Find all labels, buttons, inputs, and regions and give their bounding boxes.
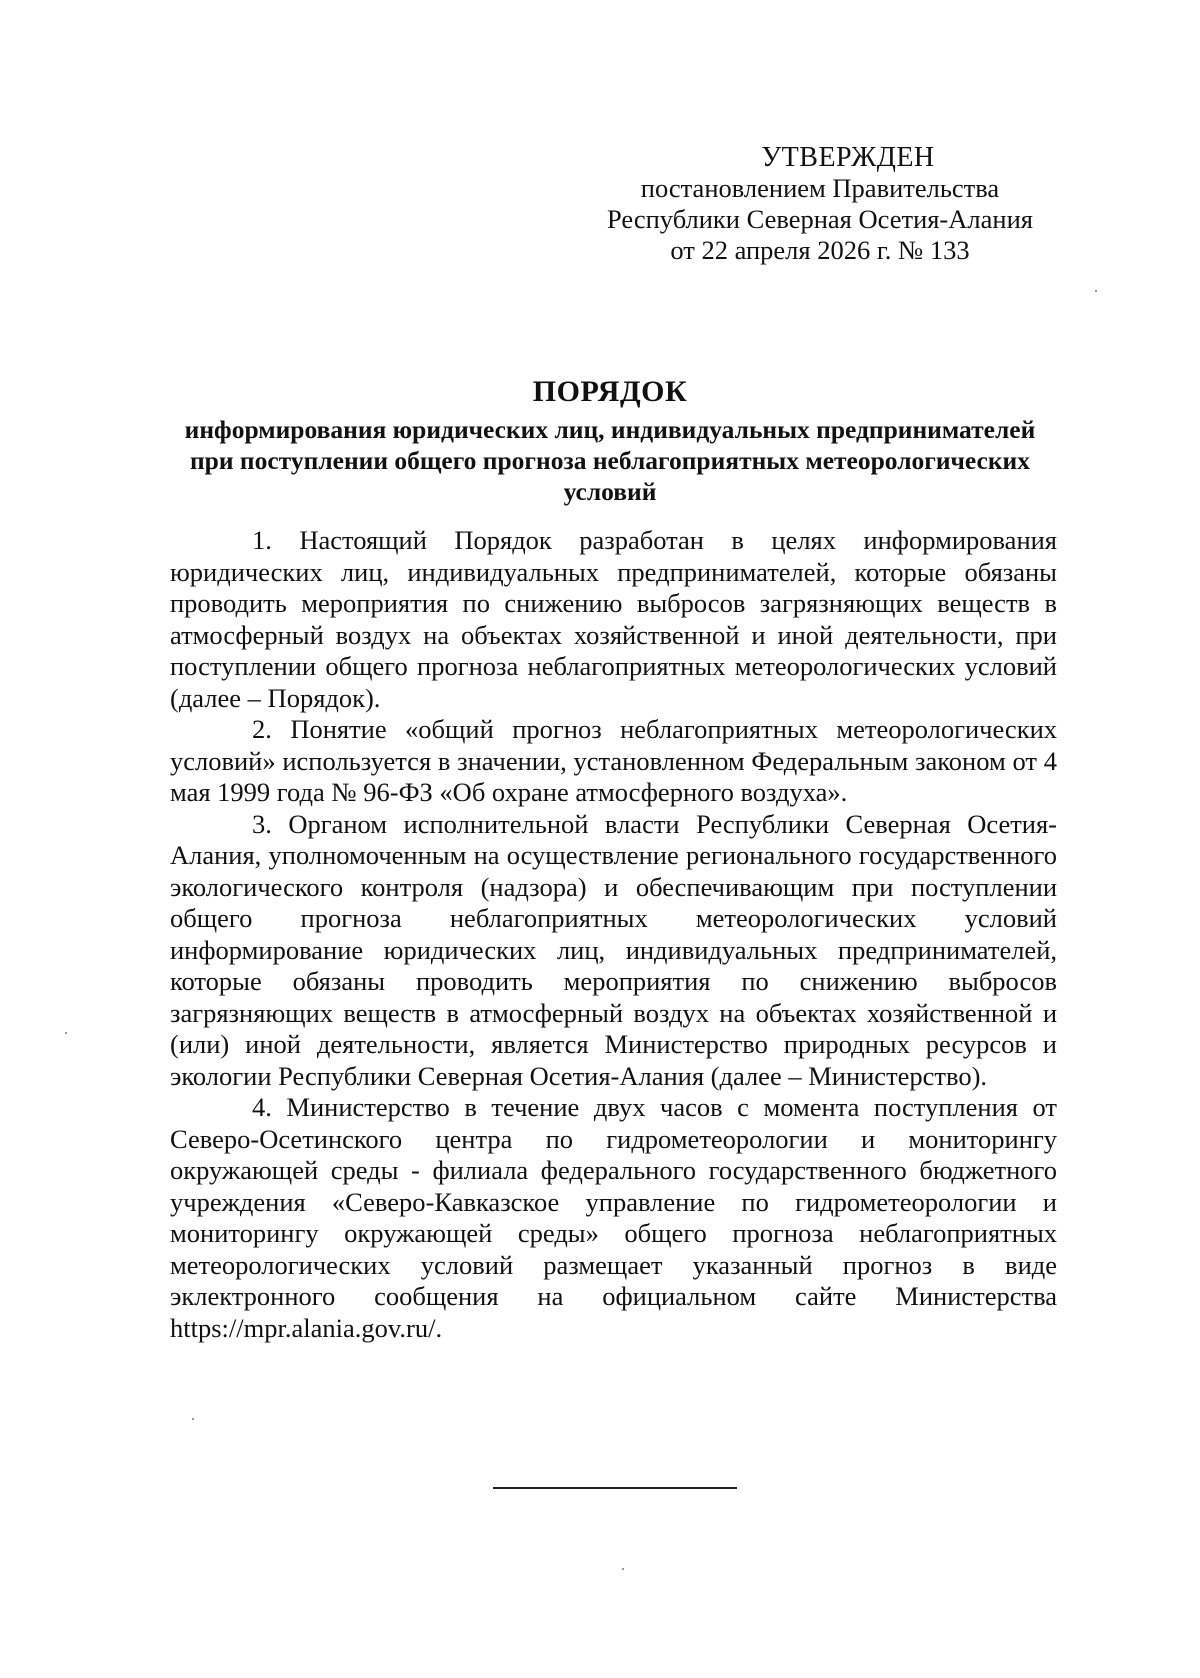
scan-speck bbox=[192, 1418, 194, 1420]
scan-speck bbox=[65, 1032, 67, 1034]
closing-divider bbox=[493, 1487, 737, 1489]
approval-government-line: Республики Северная Осетия-Алания bbox=[607, 204, 1033, 234]
scan-speck bbox=[1095, 290, 1097, 292]
paragraph-3: 3. Органом исполнительной власти Республики Северная Осетия-Алания, уполномоченным на осуществление регионального государственного экологического контроля (надзора) и обеспечивающим при поступлении общего прогноза неблагоприятных метеорологических условий информирование юридических лиц, индивидуальных предпринимателей, которые обязаны проводить мероприятия по снижению выбросов загрязняющих веществ в атмосферный воздух на объектах хозяйственной и (или) иной деятельности, является Министерство природных ресурсов и экологии Республики Северная Осетия-Алания (далее – Министерство). bbox=[170, 808, 1057, 1091]
document-subtitle: информирования юридических лиц, индивидуальных предпринимателей при поступлении общего прогноза неблагоприятных метеорологических условий bbox=[184, 415, 1036, 506]
paragraph-1: 1. Настоящий Порядок разработан в целях информирования юридических лиц, индивидуальных предпринимателей, которые обязаны проводить мероприятия по снижению выбросов загрязняющих веществ в атмосферный воздух на объектах хозяйственной и иной деятельности, при поступлении общего прогноза неблагоприятных метеорологических условий (далее – Порядок). bbox=[170, 525, 1057, 713]
approval-decree-line: постановлением Правительства bbox=[640, 173, 1000, 203]
paragraph-4: 4. Министерство в течение двух часов с момента поступления от Северо-Осетинского центра по гидрометеорологии и мониторингу окружающей среды - филиала федерального государственного бюджетного учреждения «Северо-Кавказское управление по гидрометеорологии и мониторингу окружающей среды» общего прогноза неблагоприятных метеорологических условий размещает указанный прогноз в виде эклектронного сообщения на официальном сайте Министерства https://mpr.alania.gov.ru/. bbox=[170, 1092, 1057, 1343]
document-body bbox=[170, 525, 1057, 1344]
approval-stamp bbox=[560, 142, 1080, 266]
approval-heading: УТВЕРЖДЕН bbox=[761, 142, 935, 173]
document-title: ПОРЯДОК bbox=[532, 375, 688, 408]
document-title-block bbox=[160, 374, 1060, 507]
approval-date-number: от 22 апреля 2026 г. № 133 bbox=[670, 235, 970, 265]
paragraph-2: 2. Понятие «общий прогноз неблагоприятных метеорологических условий» используется в значении, установленном Федеральным законом от 4 мая 1999 года № 96-ФЗ «Об охране атмосферного воздуха». bbox=[170, 714, 1057, 807]
scan-speck bbox=[622, 1568, 624, 1570]
